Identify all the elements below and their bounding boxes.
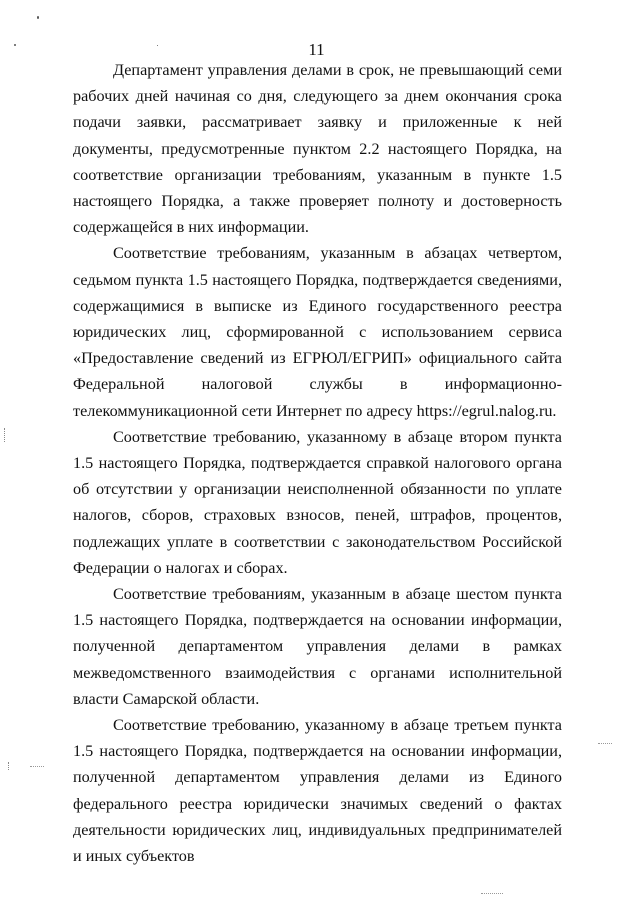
paragraph-tax-certificate: Соответствие требованию, указанному в абзаце втором пункта 1.5 настоящего Порядка, подтверждается справкой налогового органа об отсутствии у организации неисполненной обязанности по уплате налогов, сборов, страховых взносов, пеней, штрафов, процентов, подлежащих уплате в соответствии с законодательством Российской Федерации о налогах и сборах.: [73, 427, 562, 577]
scan-speck: [157, 45, 158, 46]
page-number: 11: [308, 40, 325, 59]
scan-edge-mark: [598, 743, 612, 744]
scan-edge-mark: [481, 893, 503, 894]
paragraph-review-procedure: Департамент управления делами в срок, не превышающий семи рабочих дней начиная со дня, следующего за днем окончания срока подачи заявки, рассматривает заявку и приложенные к ней документы, предусмотренные пунктом 2.2 настоящего Порядка, на соответствие организации требованиям, указанным в пункте 1.5 настоящего Порядка, а также проверяет полноту и достоверность содержащейся в них информации.: [73, 61, 562, 237]
scan-edge-mark: [30, 766, 44, 767]
scan-edge-mark: [4, 428, 5, 442]
document-body: [73, 57, 562, 869]
paragraph-federal-registry: Соответствие требованию, указанному в абзаце третьем пункта 1.5 настоящего Порядка, подтверждается на основании информации, полученной департаментом управления делами из Единого федерального реестра юридически значимых сведений о фактах деятельности юридических лиц, индивидуальных предпринимателей и иных субъектов: [73, 716, 562, 866]
scan-speck: [14, 44, 16, 46]
paragraph-egrul-extract: Соответствие требованиям, указанным в абзацах четвертом, седьмом пункта 1.5 настоящего Порядка, подтверждается сведениями, содержащимися в выписке из Единого государственного реестра юридических лиц, сформированной с использованием сервиса «Предоставление сведений из ЕГРЮЛ/ЕГРИП» официального сайта Федеральной налоговой службы в информационно-телекоммуникационной сети Интернет по адресу https://egrul.nalog.ru.: [73, 244, 562, 420]
paragraph-interagency-info: Соответствие требованиям, указанным в абзаце шестом пункта 1.5 настоящего Порядка, подтверждается на основании информации, полученной департаментом управления делами в рамках межведомственного взаимодействия с органами исполнительной власти Самарской области.: [73, 585, 562, 708]
scan-edge-mark: [8, 762, 9, 770]
scan-speck: [37, 16, 39, 19]
